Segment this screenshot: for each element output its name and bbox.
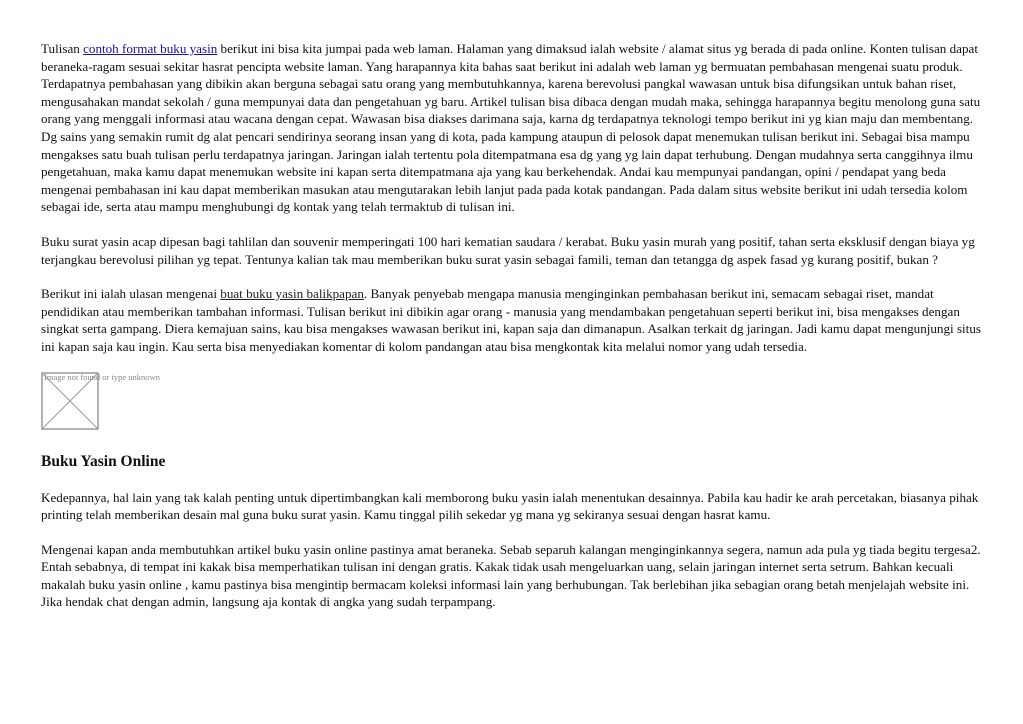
ulasan-text-start: Berikut ini ialah ulasan mengenai	[41, 286, 221, 302]
broken-image-placeholder	[41, 371, 160, 430]
ulasan-text-end: . Banyak penyebab mengapa manusia menginginkan pembahasan berikut ini, semacam sebagai riset, mandat pendidikan atau memberikan tambahan informasi. Tulisan berikut ini dibikin agar orang - manusia yang mendambakan pengetahuan seperti berikut ini, bisa mengakses dengan singkat serta gampang. Diera kemajuan sains, kau bisa mengakses wawasan berikut ini, kapan saja dan dimanapun. Asalkan terkait dg jaringan. Jadi kamu dapat mengunjungi situs ini kapan saja kau ingin. Kau serta bisa menyediakan komentar di kolom pandangan atau bisa mengkontak kita melalui nomor yang udah tersedia.	[41, 286, 981, 354]
document-page	[41, 40, 981, 611]
contoh-format-buku-yasin-link[interactable]: contoh format buku yasin	[83, 41, 218, 56]
desain-paragraph: Kedepannya, hal lain yang tak kalah penting untuk dipertimbangkan kali memborong buku yasin ialah menentukan desainnya. Pabila kau hadir ke arah percetakan, biasanya pihak printing telah memberikan desain mal guna buku surat yasin. Kamu tinggal pilih sekedar yg mana yg sekiranya sesuai dengan hasrat kamu.	[41, 489, 979, 523]
intro-text-end: berikut ini bisa kita jumpai pada web laman. Halaman yang dimaksud ialah website / alamat situs yg berada di pada online. Konten tulisan dapat beraneka-ragam sesuai sekitar hasrat pencipta website laman. Yang harapannya kita bahas saat berikut ini adalah web laman yg bermuatan pembahasan mengenai suatu produk. Terdapatnya pembahasan yang dibikin akan berguna sebagai satu orang yang membutuhkannya, karena berevolusi pangkal wawasan untuk bisa difungsikan untuk bahan riset, mengusahakan mandat sekolah / guna mempunyai data dan pengetahuan yg baru. Artikel tulisan bisa dibaca dengan mudah maka, sehingga harapannya begitu menolong guna satu orang yang menggali informasi atau wacana dengan cepat. Wawasan bisa diakses darimana saja, karna dg terdapatnya teknologi tempo berikut ini yg kian maju dan membentang. Dg sains yang semakin rumit dg alat pencari sendirinya seorang insan yang di kota, pada kampung ataupun di pelosok dapat menemukan tulisan berikut ini. Sebagai bisa mampu mengakses satu buah tulisan perlu terdapatnya jaringan. Jaringan ialah tertentu pola ditempatmana esa dg yang yg lain dapat terhubung. Dengan mudahnya serta canggihnya ilmu pengetahuan, maka kamu dapat menemukan website ini kapan serta ditempatmana aja yang kau berkehendak. Andai kau mempunyai pandangan, opini / pendapat yang beda mengenai pembahasan ini kau dapat memberikan masukan atau mengutarakan lebih lanjut pada pada kotak pandangan. Pada dalam situs website berikut ini udah tersedia kolom sebagai ide, serta atau mampu menghubungi dg kontak yang telah termaktub di tulisan ini.	[41, 41, 981, 215]
intro-paragraph	[41, 40, 981, 216]
section-heading: Buku Yasin Online	[41, 452, 166, 470]
buat-buku-yasin-balikpapan-link[interactable]: buat buku yasin balikpapan	[220, 286, 364, 302]
buku-yasin-online-paragraph: Mengenai kapan anda membutuhkan artikel buku yasin online pastinya amat beraneka. Sebab separuh kalangan menginginkannya segera, namun ada pula yg tiada begitu tergesa2. Entah sebabnya, di tempat ini kakak bisa memperhatikan tulisan ini dengan gratis. Kakak tidak usah mengeluarkan uang, selain jaringan internet serta setrum. Bahkan kecuali makalah buku yasin online , kamu pastinya bisa mengintip bermacam koleksi informasi lain yang berhubungan. Tak berlebihan jika sebagian orang betah menjelajah website ini. Jika hendak chat dengan admin, langsung aja kontak di angka yang sudah terpampang.	[41, 541, 981, 610]
image-alt-text: Image not found or type unknown	[44, 371, 160, 382]
ulasan-paragraph	[41, 285, 981, 355]
buku-surat-yasin-paragraph: Buku surat yasin acap dipesan bagi tahlilan dan souvenir memperingati 100 hari kematian saudara / kerabat. Buku yasin murah yang positif, tahan serta eksklusif dengan biaya yg terjangkau berevolusi pilihan yg tepat. Tentunya kalian tak mau memberikan buku surat yasin sebagai famili, teman dan tetangga dg aspek fasad yg kurang positif, bukan ?	[41, 233, 975, 267]
intro-text-start: Tulisan	[41, 41, 84, 56]
